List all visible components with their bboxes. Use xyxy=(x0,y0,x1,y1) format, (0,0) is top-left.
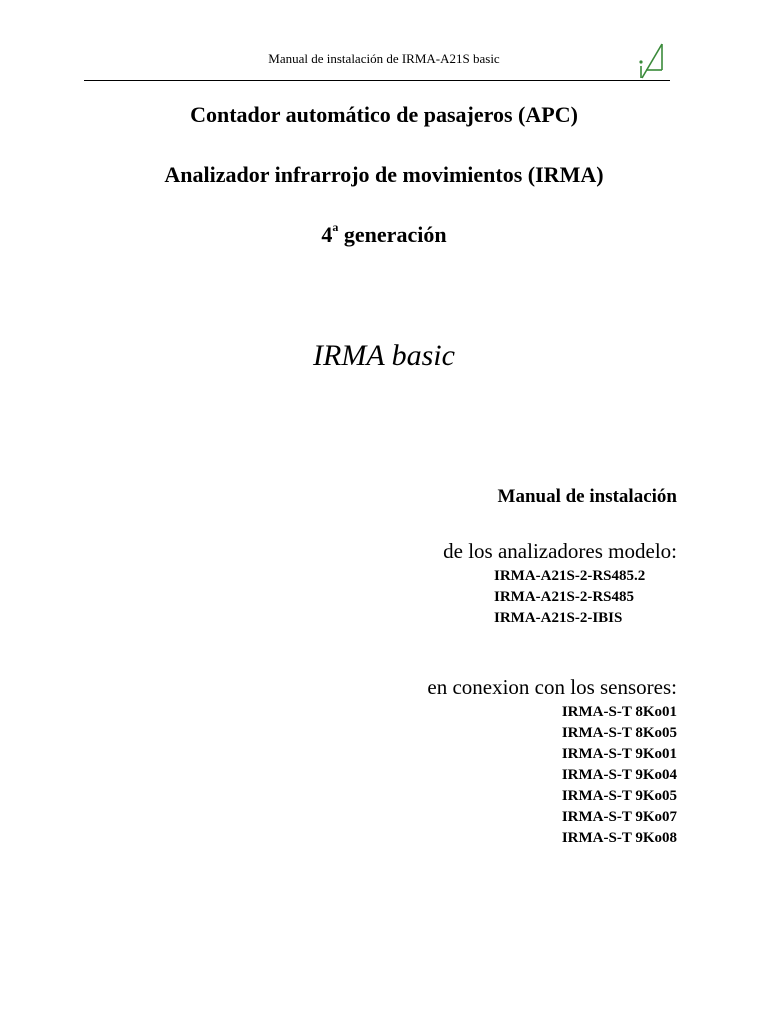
sensor-item: IRMA-S-T 9Ko04 xyxy=(561,767,677,783)
sensor-item: IRMA-S-T 9Ko07 xyxy=(561,809,677,825)
product-name: IRMA basic xyxy=(313,339,455,372)
running-header: Manual de instalación de IRMA-A21S basic xyxy=(268,51,500,66)
generation-label: generación xyxy=(338,222,447,247)
model-item: IRMA-A21S-2-IBIS xyxy=(494,610,623,626)
document-title-line-1: Contador automático de pasajeros (APC) xyxy=(190,102,578,127)
company-logo-icon xyxy=(636,40,666,82)
sensors-intro: en conexion con los sensores: xyxy=(427,675,677,699)
header-divider xyxy=(84,80,670,81)
models-intro: de los analizadores modelo: xyxy=(443,539,677,563)
models-list xyxy=(494,566,645,629)
document-title-line-2: Analizador infrarrojo de movimientos (IRMA) xyxy=(164,162,604,187)
sensor-item: IRMA-S-T 8Ko01 xyxy=(561,704,677,720)
sensor-item: IRMA-S-T 9Ko05 xyxy=(561,788,677,804)
model-item: IRMA-A21S-2-RS485 xyxy=(494,589,634,605)
sensor-item: IRMA-S-T 9Ko01 xyxy=(561,746,677,762)
sensors-list xyxy=(562,702,677,849)
document-title-line-3 xyxy=(0,222,768,248)
sensor-item: IRMA-S-T 8Ko05 xyxy=(561,725,677,741)
model-item: IRMA-A21S-2-RS485.2 xyxy=(494,568,646,584)
generation-number: 4 xyxy=(321,222,333,247)
generation-ordinal: a xyxy=(332,220,339,234)
manual-title: Manual de instalación xyxy=(497,486,677,507)
sensor-item: IRMA-S-T 9Ko08 xyxy=(561,830,677,846)
